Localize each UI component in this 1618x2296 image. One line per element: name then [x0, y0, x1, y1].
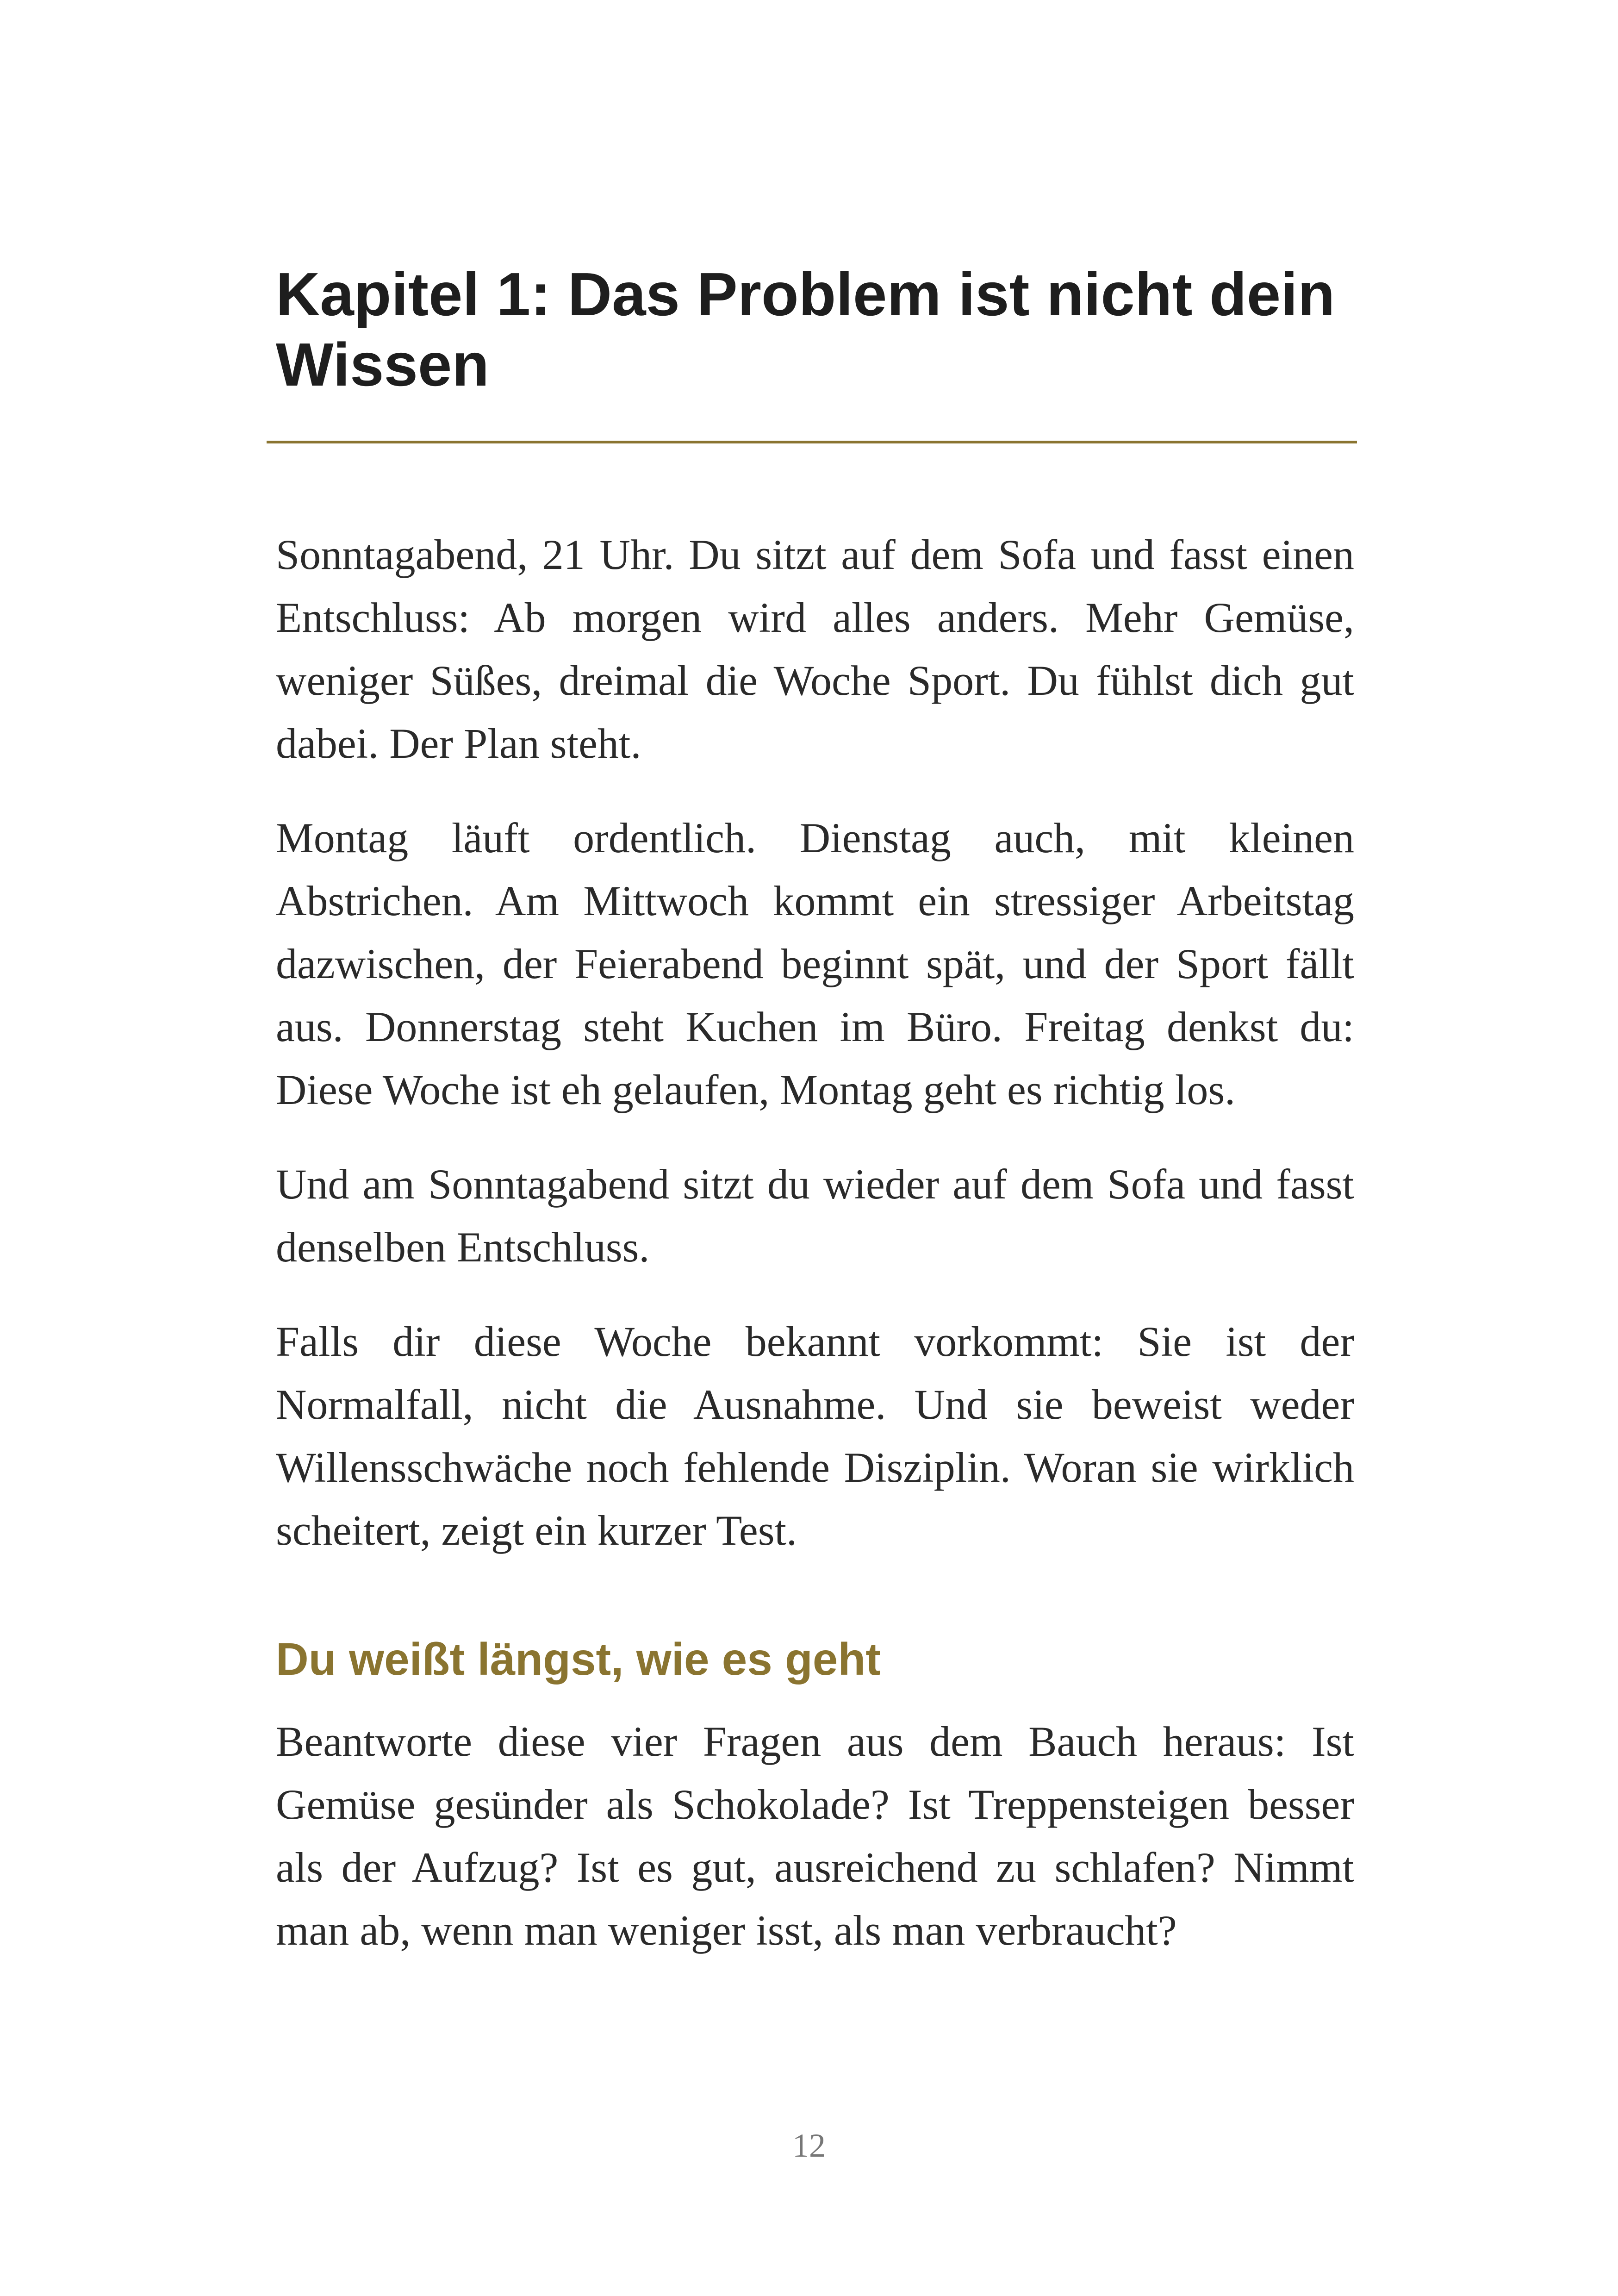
section-heading: Du weißt längst, wie es geht [276, 1634, 881, 1685]
chapter-title: Kapitel 1: Das Problem ist nicht dein Wissen [276, 260, 1335, 399]
page-number: 12 [792, 2127, 826, 2164]
paragraph-1: Sonntagabend, 21 Uhr. Du sitzt auf dem Sofa und fasst einen Entschluss: Ab morgen wird alles anders. Mehr Gemüse, weniger Süßes, dreimal die Woche Sport. Du fühlst dich gut dabei. Der Plan steht. [276, 531, 1354, 767]
chapter-body [276, 523, 1354, 1993]
title-divider [267, 441, 1357, 443]
chapter-header [276, 259, 1354, 400]
paragraph-4: Falls dir diese Woche bekannt vorkommt: Sie ist der Normalfall, nicht die Ausnahme. Und sie beweist weder Willensschwäche noch fehlende Disziplin. Woran sie wirklich scheitert, zeigt ein kurzer Test. [276, 1318, 1354, 1554]
paragraph-2: Montag läuft ordentlich. Dienstag auch, mit kleinen Abstrichen. Am Mittwoch kommt ein stressiger Arbeitstag dazwischen, der Feierabend beginnt spät, und der Sport fällt aus. Donnerstag steht Kuchen im Büro. Freitag denkst du: Diese Woche ist eh gelaufen, Montag geht es richtig los. [276, 814, 1354, 1113]
paragraph-3: Und am Sonntagabend sitzt du wieder auf dem Sofa und fasst denselben Entschluss. [276, 1160, 1354, 1271]
section-paragraph: Beantworte diese vier Fragen aus dem Bauch heraus: Ist Gemüse gesünder als Schokolade? Ist Treppensteigen besser als der Aufzug? Ist es gut, ausreichend zu schlafen? Nimmt man ab, wenn man weniger isst, als man verbraucht? [276, 1718, 1354, 1954]
